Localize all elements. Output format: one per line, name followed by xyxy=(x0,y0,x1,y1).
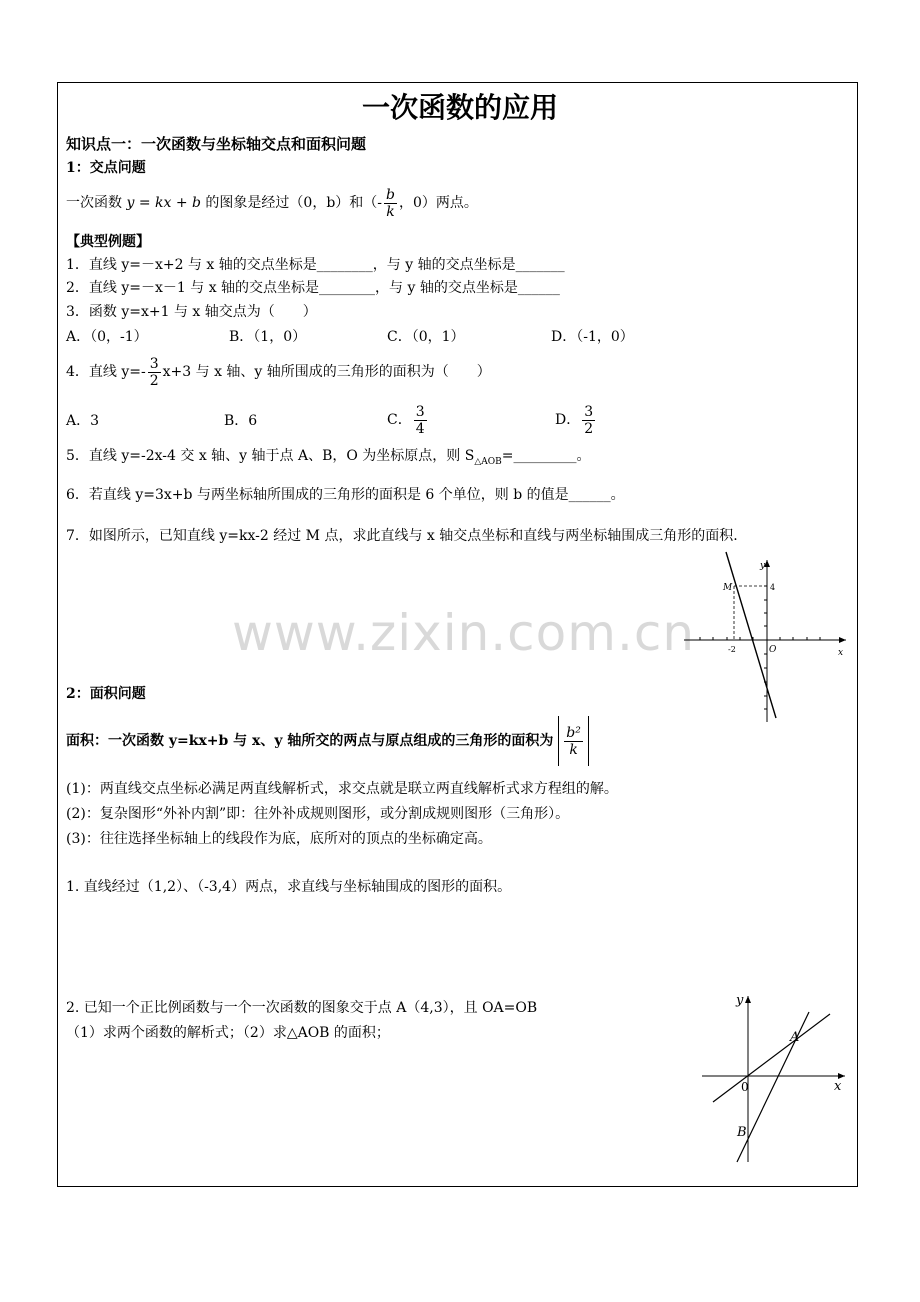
area-frac-num: b² xyxy=(566,724,581,741)
q4-c-den: 4 xyxy=(415,420,425,437)
problem-2-line-2: （1）求两个函数的解析式；（2）求△AOB 的面积； xyxy=(66,1025,390,1041)
area-abs-fraction xyxy=(558,716,589,766)
question-1: 1．直线 y=－x+2 与 x 轴的交点坐标是________，与 y 轴的交点坐标是_______ xyxy=(66,257,565,273)
graph2-a-label: A xyxy=(790,1030,800,1045)
graph2-origin-label: 0 xyxy=(741,1080,749,1094)
intro-pre: 一次函数 xyxy=(66,195,122,211)
q4-option-c-fraction xyxy=(414,404,427,437)
subheading-area: 2：面积问题 xyxy=(66,686,146,702)
question-4 xyxy=(66,350,491,394)
question-5 xyxy=(66,447,591,471)
q4-d-num: 3 xyxy=(584,403,594,420)
page-title: 一次函数的应用 xyxy=(361,91,558,124)
graph2-b-label: B xyxy=(737,1125,747,1140)
q4-option-a: A．3 xyxy=(66,413,100,429)
q4-option-d xyxy=(555,398,597,442)
q4-option-b: B．6 xyxy=(224,413,258,429)
intro-fraction xyxy=(384,187,397,220)
q5-sub: △AOB xyxy=(474,456,502,467)
q4-option-d-label: D． xyxy=(555,412,581,428)
problem-1: 1. 直线经过（1,2）、（-3,4）两点，求直线与坐标轴围成的图形的面积。 xyxy=(66,879,512,895)
note-3: (3)：往往选择坐标轴上的线段作为底，底所对的顶点的坐标确定高。 xyxy=(66,831,492,847)
q5-post: =_________。 xyxy=(501,448,591,464)
graph2-x-label: x xyxy=(834,1079,842,1094)
intro-line xyxy=(66,180,478,226)
graph1-x-label: x xyxy=(838,648,844,658)
note-1: (1)：两直线交点坐标必满足两直线解析式，求交点就是联立两直线解析式求方程组的解。 xyxy=(66,781,618,797)
intro-post: ，0）两点。 xyxy=(399,195,478,211)
intro-formula: y = kx + b xyxy=(126,195,201,211)
note-2: (2)：复杂图形“外补内割”即：往外补成规则图形，或分割成规则图形（三角形）。 xyxy=(66,806,570,822)
q3-option-d: D．（-1，0） xyxy=(551,329,634,345)
intro-frac-den: k xyxy=(386,203,395,220)
section-heading-1: 知识点一：一次函数与坐标轴交点和面积问题 xyxy=(66,135,367,153)
question-3: 3．函数 y=x+1 与 x 轴交点为（ ） xyxy=(66,304,317,320)
graph-problem-2 xyxy=(700,990,850,1165)
q4-frac-den: 2 xyxy=(149,372,159,389)
graph1-y-label: y xyxy=(760,561,766,571)
q4-option-c xyxy=(387,398,429,442)
q3-option-c: C．（0，1） xyxy=(387,329,465,345)
question-2: 2．直线 y=－x－1 与 x 轴的交点坐标是________，与 y 轴的交点坐标是______ xyxy=(66,280,560,296)
q4-option-d-fraction xyxy=(582,404,595,437)
graph1-origin-label: O xyxy=(769,645,777,655)
q4-post: x+3 与 x 轴、y 轴所围成的三角形的面积为（ ） xyxy=(162,364,491,380)
q4-option-c-label: C． xyxy=(387,412,412,428)
problem-2-line-1: 2. 已知一个正比例函数与一个一次函数的图象交于点 A（4,3），且 OA=OB xyxy=(66,1000,538,1016)
graph-q7 xyxy=(680,548,850,724)
area-formula-text: 面积：一次函数 y=kx+b 与 x、y 轴所交的两点与原点组成的三角形的面积为 xyxy=(66,733,554,749)
intro-mid: 的图象是经过（0，b）和（- xyxy=(205,195,383,211)
graph2-y-label: y xyxy=(736,993,744,1008)
watermark: www.zixin.com.cn xyxy=(232,604,696,662)
graph1-neg2-label: -2 xyxy=(728,645,736,654)
question-6: 6．若直线 y=3x+b 与两坐标轴所围成的三角形的面积是 6 个单位，则 b 的值是______。 xyxy=(66,487,625,503)
q3-option-b: B．（1，0） xyxy=(229,329,307,345)
graph1-m-label: M xyxy=(723,583,733,593)
area-formula-line xyxy=(66,716,589,766)
question-7: 7．如图所示，已知直线 y=kx-2 经过 M 点，求此直线与 x 轴交点坐标和直线与两坐标轴围成三角形的面积. xyxy=(66,528,738,544)
q4-fraction xyxy=(148,356,161,389)
subheading-intersection: 1：交点问题 xyxy=(66,160,146,176)
intro-frac-num: b xyxy=(386,186,395,203)
q4-frac-num: 3 xyxy=(149,355,159,372)
q5-pre: 5．直线 y=-2x-4 交 x 轴、y 轴于点 A、B，O 为坐标原点，则 S xyxy=(66,448,475,464)
q4-d-den: 2 xyxy=(584,420,594,437)
area-frac-den: k xyxy=(569,741,578,758)
q4-c-num: 3 xyxy=(415,403,425,420)
q3-option-a: A．（0，-1） xyxy=(66,329,148,345)
q4-pre: 4．直线 y=- xyxy=(66,364,146,380)
examples-title: 【典型例题】 xyxy=(66,234,150,250)
graph1-4-label: 4 xyxy=(770,583,776,592)
